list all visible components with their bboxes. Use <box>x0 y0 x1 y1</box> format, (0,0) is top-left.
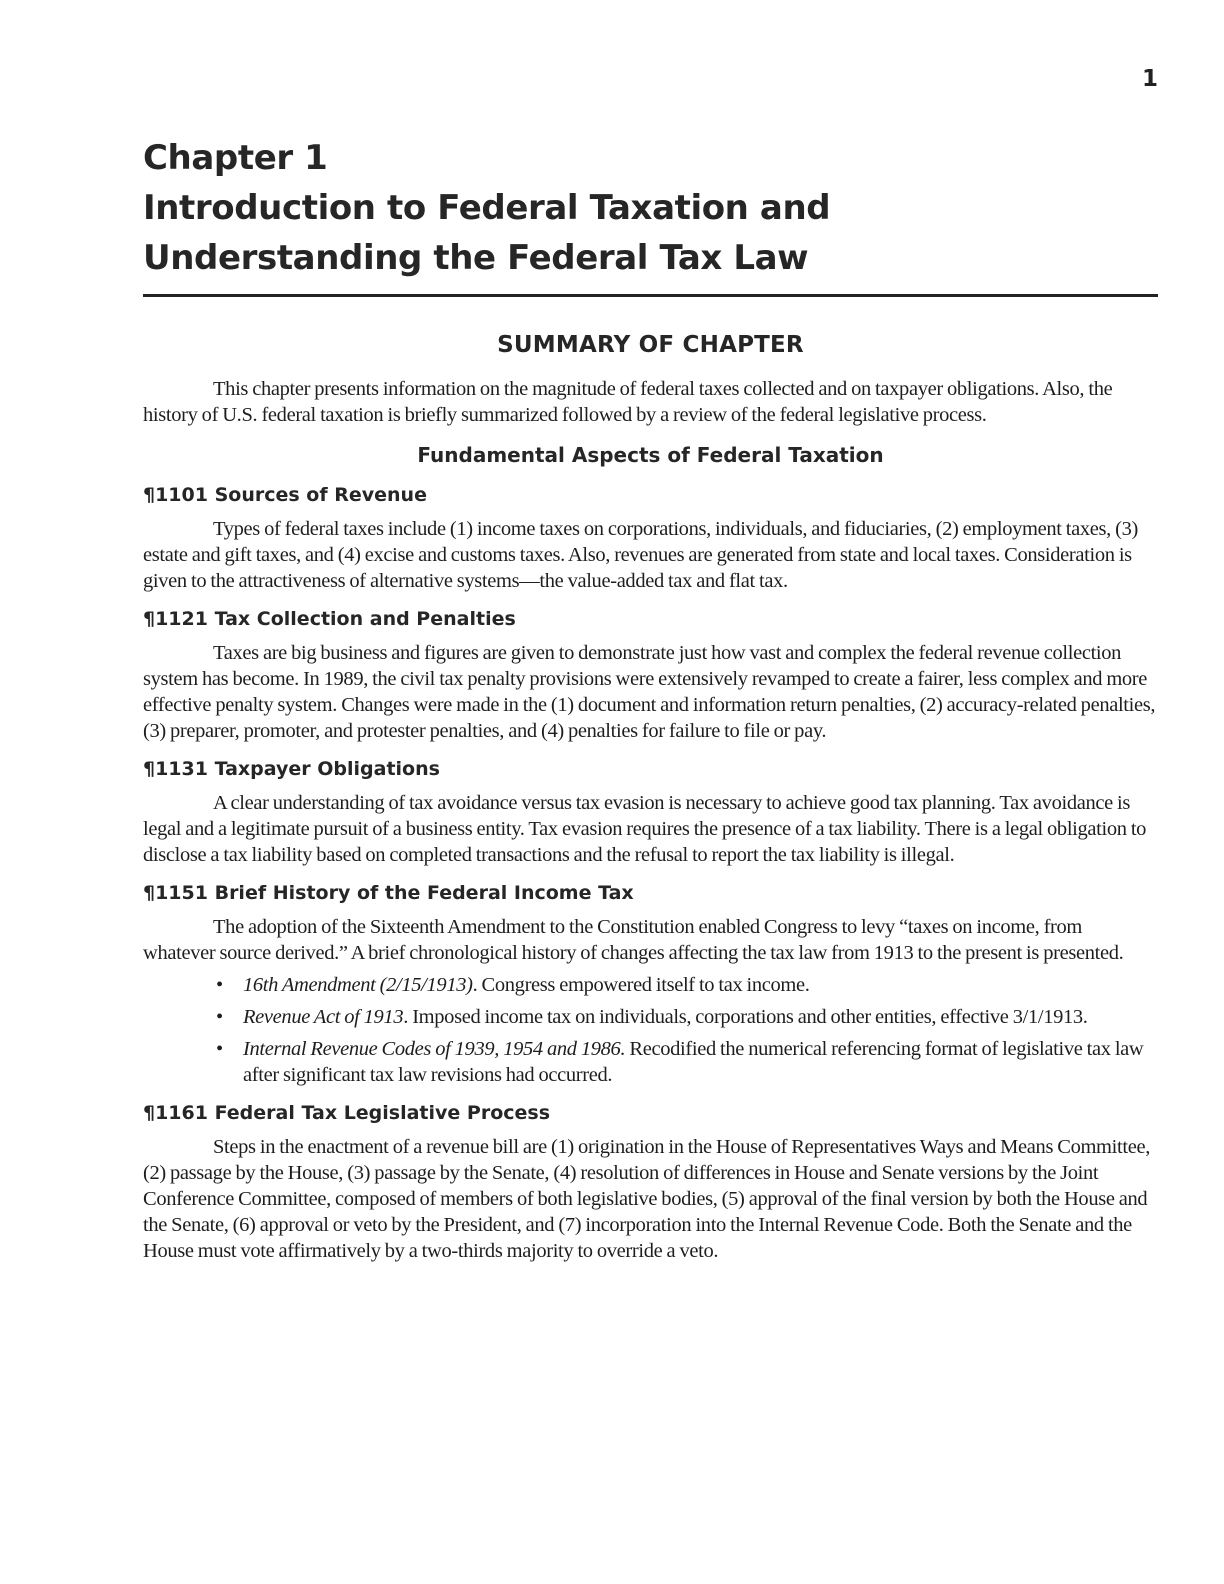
heading-divider <box>143 294 1158 297</box>
section-paragraph-1101: Types of federal taxes include (1) income taxes on corporations, individuals, and fiduciaries, (2) employment taxes, (3) estate and gift taxes, and (4) excise and customs taxes. Also, revenues are generated from state and local taxes. Consideration is given to the attractiveness of alternative systems—the value-added tax and flat tax. <box>143 518 1138 592</box>
page-number: 1 <box>1141 66 1158 92</box>
chapter-number: Chapter 1 <box>143 138 328 178</box>
chapter-content <box>143 326 1158 1264</box>
bullet-icon: • <box>216 1006 223 1028</box>
section-heading-1151: ¶1151 Brief History of the Federal Income Tax <box>143 882 634 904</box>
section-paragraph-1131: A clear understanding of tax avoidance versus tax evasion is necessary to achieve good tax planning. Tax avoidance is legal and a legitimate pursuit of a business entity. Tax evasion requires the presence of a tax liability. There is a legal obligation to disclose a tax liability based on completed transactions and the refusal to report the tax liability is illegal. <box>143 792 1147 866</box>
bullet-icon: • <box>216 1038 223 1060</box>
section-paragraph-1121: Taxes are big business and figures are given to demonstrate just how vast and complex the federal revenue collection system has become. In 1989, the civil tax penalty provisions were extensively revamped to create a fairer, less complex and more effective penalty system. Changes were made in the (1) document and information return penalties, (2) accuracy-related penalties, (3) preparer, promoter, and protester penalties, and (4) penalties for failure to file or pay. <box>143 642 1156 742</box>
list-item-title: Revenue Act of 1913 <box>243 1006 404 1028</box>
list-item <box>216 1004 1158 1030</box>
chapter-title-line-2: Understanding the Federal Tax Law <box>143 238 809 278</box>
chapter-title-line-1: Introduction to Federal Taxation and <box>143 188 831 228</box>
summary-paragraph: This chapter presents information on the magnitude of federal taxes collected and on taxpayer obligations. Also, the history of U.S. federal taxation is briefly summarized followed by a review of the federal legislative process. <box>143 378 1113 426</box>
section-heading-1101: ¶1101 Sources of Revenue <box>143 484 427 506</box>
list-item <box>216 972 1158 998</box>
section-heading-1131: ¶1131 Taxpayer Obligations <box>143 758 440 780</box>
list-item <box>216 1036 1158 1088</box>
section-paragraph-1151: The adoption of the Sixteenth Amendment to the Constitution enabled Congress to levy “taxes on income, from whatever source derived.” A brief chronological history of changes affecting the tax law from 1913 to the present is presented. <box>143 916 1124 964</box>
list-item-text: . Congress empowered itself to tax income. <box>472 974 810 996</box>
history-list <box>143 972 1158 1088</box>
section-paragraph-1161: Steps in the enactment of a revenue bill are (1) origination in the House of Representatives Ways and Means Committee, (2) passage by the House, (3) passage by the Senate, (4) resolution of differences in House and Senate versions by the Joint Conference Committee, composed of members of both legislative bodies, (5) approval of the final version by both the House and the Senate, (6) approval or veto by the President, and (7) incorporation into the Internal Revenue Code. Both the Senate and the House must vote affirmatively by a two-thirds majority to override a veto. <box>143 1136 1150 1262</box>
list-item-title: Internal Revenue Codes of 1939, 1954 and 1986. <box>243 1038 626 1060</box>
list-item-text: . Imposed income tax on individuals, corporations and other entities, effective 3/1/1913. <box>403 1006 1088 1028</box>
section-heading-1161: ¶1161 Federal Tax Legislative Process <box>143 1102 551 1124</box>
summary-title: SUMMARY OF CHAPTER <box>497 332 804 358</box>
chapter-heading <box>143 133 1158 283</box>
list-item-title: 16th Amendment (2/15/1913) <box>243 974 473 996</box>
bullet-icon: • <box>216 974 223 996</box>
fundamentals-title: Fundamental Aspects of Federal Taxation <box>417 443 884 467</box>
list-item-text: Recodified the numerical referencing format of legislative tax law after significant tax law revisions had occurred. <box>243 1038 1144 1086</box>
section-heading-1121: ¶1121 Tax Collection and Penalties <box>143 608 516 630</box>
